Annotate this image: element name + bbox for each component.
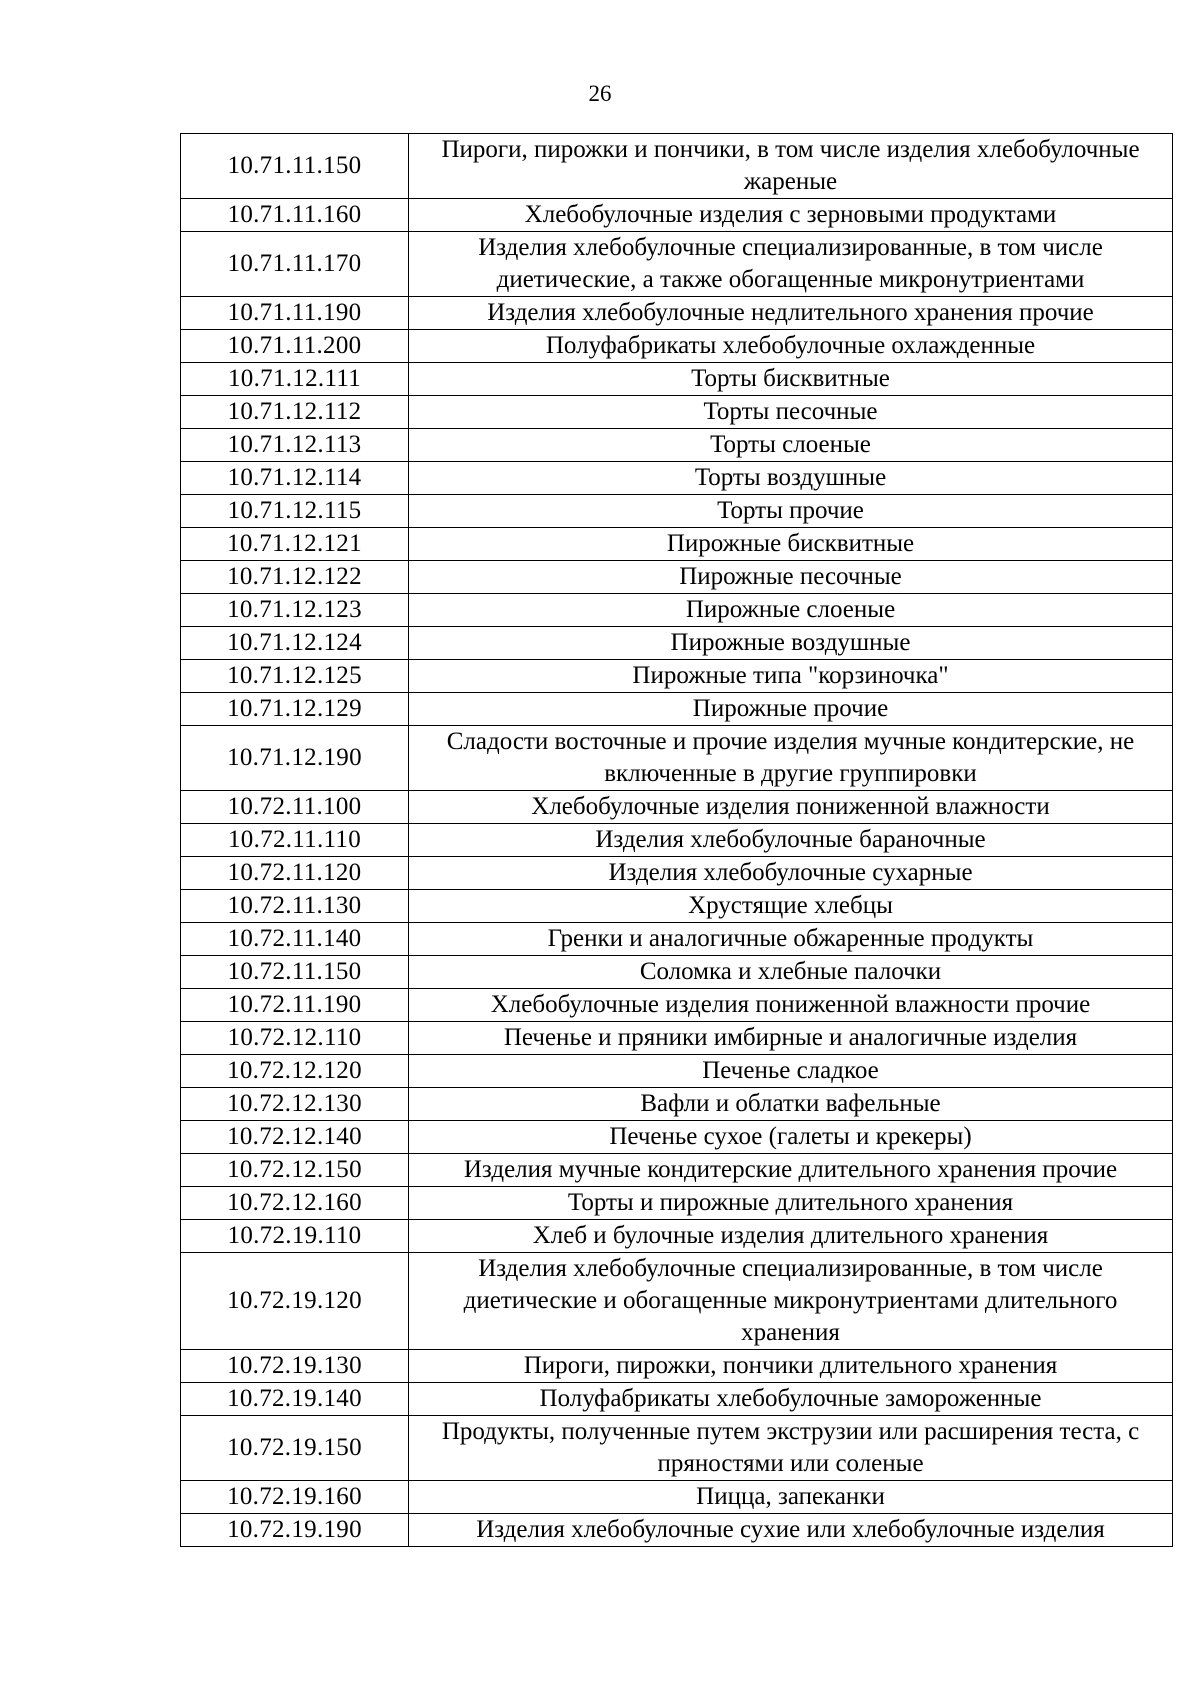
row-name: Печенье сладкое [409,1055,1173,1088]
table-row [181,495,1173,528]
table-row [181,134,1173,199]
row-code: 10.72.11.190 [181,989,409,1022]
table-row [181,1055,1173,1088]
row-name: Соломка и хлебные палочки [409,956,1173,989]
table-row [181,989,1173,1022]
table-row [181,363,1173,396]
row-code: 10.72.19.140 [181,1383,409,1416]
row-name: Изделия хлебобулочные сухарные [409,857,1173,890]
row-code: 10.72.12.110 [181,1022,409,1055]
row-code: 10.71.11.160 [181,199,409,232]
table-row [181,330,1173,363]
table-row [181,561,1173,594]
table-row [181,1088,1173,1121]
row-code: 10.72.11.130 [181,890,409,923]
table-row [181,1416,1173,1481]
row-code: 10.72.19.110 [181,1220,409,1253]
row-name: Хлеб и булочные изделия длительного хранения [409,1220,1173,1253]
row-name: Вафли и облатки вафельные [409,1088,1173,1121]
table-row [181,1383,1173,1416]
table-row [181,660,1173,693]
row-name: Торты воздушные [409,462,1173,495]
table-row [181,1253,1173,1350]
row-code: 10.72.12.120 [181,1055,409,1088]
row-name: Изделия хлебобулочные недлительного хранения прочие [409,297,1173,330]
row-name: Хлебобулочные изделия пониженной влажности прочие [409,989,1173,1022]
row-name: Хрустящие хлебцы [409,890,1173,923]
table-row [181,956,1173,989]
table-row [181,1154,1173,1187]
row-code: 10.71.12.114 [181,462,409,495]
row-code: 10.71.12.122 [181,561,409,594]
table-row [181,1121,1173,1154]
row-code: 10.71.11.190 [181,297,409,330]
table-row [181,726,1173,791]
row-code: 10.71.11.150 [181,134,409,199]
okpd-codes-table [180,133,1173,1547]
row-code: 10.72.11.140 [181,923,409,956]
row-name: Гренки и аналогичные обжаренные продукты [409,923,1173,956]
page-number: 26 [588,81,612,106]
table-row [181,890,1173,923]
table-row [181,791,1173,824]
row-name: Продукты, полученные путем экструзии или расширения теста, с пряностями или соленые [409,1416,1173,1481]
row-name: Пирожные бисквитные [409,528,1173,561]
row-name: Пирожные воздушные [409,627,1173,660]
row-code: 10.72.11.120 [181,857,409,890]
row-name: Торты прочие [409,495,1173,528]
table-row [181,857,1173,890]
row-code: 10.72.11.110 [181,824,409,857]
row-code: 10.72.12.160 [181,1187,409,1220]
row-name: Хлебобулочные изделия пониженной влажности [409,791,1173,824]
row-code: 10.72.12.130 [181,1088,409,1121]
table-row [181,1481,1173,1514]
table-row [181,297,1173,330]
row-name: Торты и пирожные длительного хранения [409,1187,1173,1220]
row-code: 10.71.12.124 [181,627,409,660]
table-row [181,1350,1173,1383]
table-row [181,693,1173,726]
row-code: 10.71.11.170 [181,232,409,297]
row-name: Пирожные типа "корзиночка" [409,660,1173,693]
row-code: 10.72.11.100 [181,791,409,824]
table-row [181,627,1173,660]
row-name: Пирожные песочные [409,561,1173,594]
row-name: Хлебобулочные изделия с зерновыми продуктами [409,199,1173,232]
row-name: Изделия хлебобулочные специализированные, в том числе диетические, а также обогащенные микронутриентами [409,232,1173,297]
row-name: Изделия мучные кондитерские длительного хранения прочие [409,1154,1173,1187]
table-row [181,1022,1173,1055]
table-row [181,396,1173,429]
row-code: 10.71.12.125 [181,660,409,693]
table-row [181,199,1173,232]
row-code: 10.72.19.120 [181,1253,409,1350]
row-name: Печенье и пряники имбирные и аналогичные изделия [409,1022,1173,1055]
table-row [181,824,1173,857]
row-name: Изделия хлебобулочные специализированные, в том числе диетические и обогащенные микронутриентами длительного хранения [409,1253,1173,1350]
row-code: 10.72.19.160 [181,1481,409,1514]
row-code: 10.71.12.111 [181,363,409,396]
row-name: Полуфабрикаты хлебобулочные замороженные [409,1383,1173,1416]
row-code: 10.71.12.190 [181,726,409,791]
row-name: Пироги, пирожки и пончики, в том числе изделия хлебобулочные жареные [409,134,1173,199]
row-name: Печенье сухое (галеты и крекеры) [409,1121,1173,1154]
row-code: 10.71.12.112 [181,396,409,429]
table-row [181,232,1173,297]
table-row [181,923,1173,956]
row-code: 10.71.11.200 [181,330,409,363]
row-name: Сладости восточные и прочие изделия мучные кондитерские, не включенные в другие группировки [409,726,1173,791]
row-name: Полуфабрикаты хлебобулочные охлажденные [409,330,1173,363]
row-name: Торты слоеные [409,429,1173,462]
row-name: Изделия хлебобулочные бараночные [409,824,1173,857]
table-row [181,1514,1173,1547]
row-name: Торты бисквитные [409,363,1173,396]
row-code: 10.72.19.130 [181,1350,409,1383]
row-code: 10.71.12.129 [181,693,409,726]
table-row [181,594,1173,627]
row-name: Изделия хлебобулочные сухие или хлебобулочные изделия [409,1514,1173,1547]
row-name: Торты песочные [409,396,1173,429]
row-code: 10.72.11.150 [181,956,409,989]
row-code: 10.72.12.150 [181,1154,409,1187]
table-body [181,134,1173,1547]
row-code: 10.72.19.190 [181,1514,409,1547]
row-name: Пирожные слоеные [409,594,1173,627]
row-name: Пироги, пирожки, пончики длительного хранения [409,1350,1173,1383]
row-code: 10.71.12.123 [181,594,409,627]
table-row [181,1187,1173,1220]
table-row [181,462,1173,495]
table-row [181,528,1173,561]
row-code: 10.71.12.121 [181,528,409,561]
row-code: 10.72.12.140 [181,1121,409,1154]
row-code: 10.72.19.150 [181,1416,409,1481]
row-code: 10.71.12.113 [181,429,409,462]
table-row [181,429,1173,462]
row-name: Пирожные прочие [409,693,1173,726]
row-name: Пицца, запеканки [409,1481,1173,1514]
table-row [181,1220,1173,1253]
row-code: 10.71.12.115 [181,495,409,528]
